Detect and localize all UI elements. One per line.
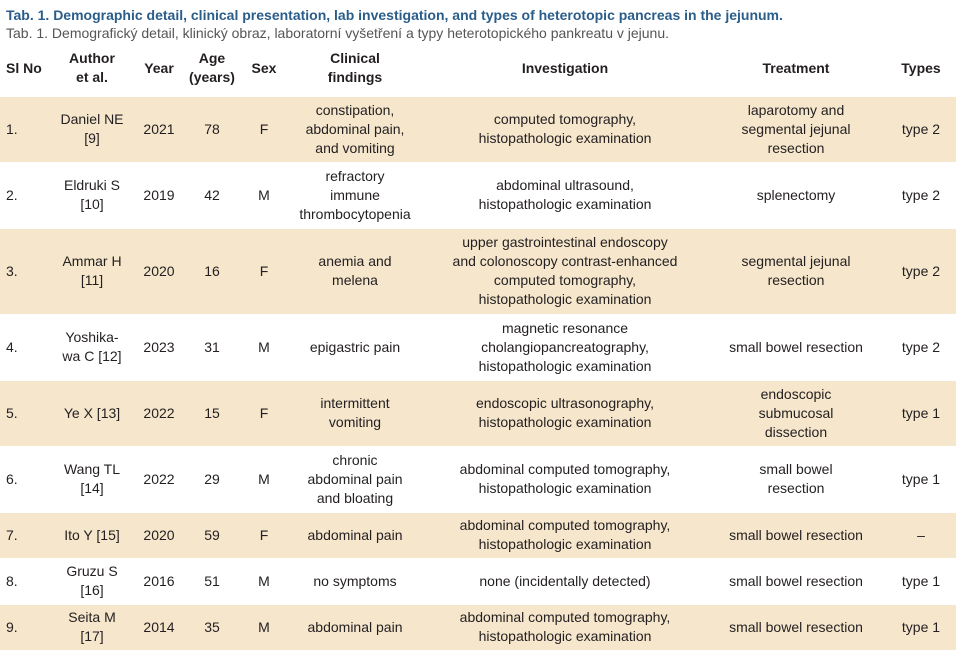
cell-year: 2022 [143, 470, 175, 487]
cell-treatment: small bowel resection [759, 461, 833, 496]
cell-age: 31 [204, 338, 220, 355]
cell-clinical: anemia and melena [318, 253, 392, 288]
cell-no: 3. [6, 262, 18, 279]
cell-type: type 1 [901, 404, 941, 421]
table-row [0, 228, 956, 314]
cell-investigation: magnetic resonance cholangiopancreatography, histopathologic examination [478, 319, 652, 374]
cell-no: 8. [6, 572, 18, 589]
cell-sex: F [259, 526, 269, 543]
header-row [0, 41, 956, 96]
cell-author: Ito Y [15] [64, 526, 120, 543]
cell-year: 2020 [143, 262, 175, 279]
cell-year: 2021 [143, 120, 175, 137]
cell-sex: F [259, 262, 269, 279]
cell-type: – [917, 526, 925, 543]
cell-treatment: endoscopic submucosal dissection [758, 385, 834, 440]
table-caption [0, 0, 956, 41]
cell-no: 1. [6, 120, 18, 137]
cell-year: 2016 [143, 572, 175, 589]
data-table [0, 41, 956, 650]
header-age: Age (years) [189, 50, 235, 86]
header-year: Year [144, 59, 174, 76]
header-clinical: Clinical findings [327, 50, 383, 86]
cell-sex: F [259, 120, 269, 137]
cell-author: Seita M [17] [68, 609, 116, 645]
cell-treatment: segmental jejunal resection [741, 253, 851, 288]
header-author: Author et al. [69, 50, 115, 86]
cell-age: 42 [204, 186, 220, 203]
caption-english: Tab. 1. Demographic detail, clinical presentation, lab investigation, and types of heterotopic pancreas in the jejunum. [6, 7, 783, 23]
cell-treatment: small bowel resection [729, 526, 863, 543]
cell-type: type 2 [901, 262, 941, 279]
cell-clinical: refractory immune thrombocytopenia [299, 167, 411, 222]
cell-author: Wang TL [14] [63, 461, 121, 496]
cell-no: 9. [6, 618, 18, 635]
table-row [0, 558, 956, 604]
table-row [0, 380, 956, 446]
cell-age: 15 [204, 404, 220, 421]
cell-type: type 1 [901, 572, 941, 589]
cell-year: 2020 [143, 526, 175, 543]
cell-sex: M [258, 618, 270, 635]
table-row [0, 604, 956, 650]
cell-type: type 2 [901, 338, 941, 355]
cell-year: 2014 [143, 618, 175, 635]
caption-czech: Tab. 1. Demografický detail, klinický obraz, laboratorní vyšetření a typy heterotopického pankreatu v jejunu. [6, 25, 670, 41]
cell-clinical: abdominal pain [307, 618, 403, 635]
cell-author: Daniel NE [9] [60, 111, 124, 146]
cell-type: type 1 [901, 618, 941, 635]
cell-year: 2019 [143, 186, 175, 203]
cell-age: 59 [204, 526, 220, 543]
cell-age: 35 [204, 618, 220, 635]
cell-clinical: abdominal pain [307, 526, 403, 543]
header-slno: Sl No [6, 59, 42, 76]
cell-type: type 2 [901, 186, 941, 203]
cell-type: type 2 [901, 120, 941, 137]
cell-age: 29 [204, 470, 220, 487]
header-investigation: Investigation [521, 59, 609, 76]
cell-sex: F [259, 404, 269, 421]
cell-investigation: computed tomography, histopathologic examination [478, 111, 652, 146]
table-row [0, 446, 956, 512]
cell-clinical: no symptoms [313, 572, 397, 589]
cell-clinical: constipation, abdominal pain, and vomiting [305, 101, 405, 156]
cell-sex: M [258, 186, 270, 203]
header-sex: Sex [251, 59, 277, 76]
cell-investigation: abdominal computed tomography, histopathologic examination [459, 461, 671, 496]
cell-no: 7. [6, 526, 18, 543]
cell-sex: M [258, 338, 270, 355]
cell-no: 5. [6, 404, 18, 421]
cell-author: Gruzu S [16] [66, 563, 118, 598]
cell-sex: M [258, 470, 270, 487]
cell-treatment: small bowel resection [729, 572, 863, 589]
cell-investigation: abdominal computed tomography, histopathologic examination [459, 517, 671, 552]
cell-year: 2023 [143, 338, 175, 355]
cell-investigation: abdominal ultrasound, histopathologic examination [478, 177, 652, 212]
table-row [0, 512, 956, 558]
table-row [0, 96, 956, 162]
cell-investigation: abdominal computed tomography, histopathologic examination [459, 609, 671, 645]
cell-type: type 1 [901, 470, 941, 487]
cell-clinical: chronic abdominal pain and bloating [307, 451, 403, 506]
cell-treatment: small bowel resection [729, 338, 863, 355]
cell-investigation: none (incidentally detected) [479, 572, 651, 589]
cell-author: Ye X [13] [63, 404, 121, 421]
cell-age: 16 [204, 262, 220, 279]
cell-sex: M [258, 572, 270, 589]
cell-year: 2022 [143, 404, 175, 421]
cell-no: 4. [6, 338, 18, 355]
cell-author: Ammar H [11] [62, 253, 122, 288]
header-treatment: Treatment [762, 59, 830, 76]
cell-treatment: laparotomy and segmental jejunal resection [741, 101, 851, 156]
cell-clinical: intermittent vomiting [320, 395, 390, 430]
cell-treatment: small bowel resection [729, 618, 863, 635]
cell-no: 2. [6, 186, 18, 203]
cell-age: 78 [204, 120, 220, 137]
cell-investigation: upper gastrointestinal endoscopy and colonoscopy contrast-enhanced computed tomography, histopathologic examination [452, 234, 678, 307]
cell-investigation: endoscopic ultrasonography, histopathologic examination [476, 395, 654, 430]
cell-author: Eldruki S [10] [63, 177, 121, 212]
cell-treatment: splenectomy [756, 186, 836, 203]
header-types: Types [901, 59, 941, 76]
table-row [0, 162, 956, 228]
cell-no: 6. [6, 470, 18, 487]
cell-age: 51 [204, 572, 220, 589]
cell-clinical: epigastric pain [309, 338, 401, 355]
table-row [0, 314, 956, 380]
cell-author: Yoshika- wa C [12] [62, 329, 122, 364]
